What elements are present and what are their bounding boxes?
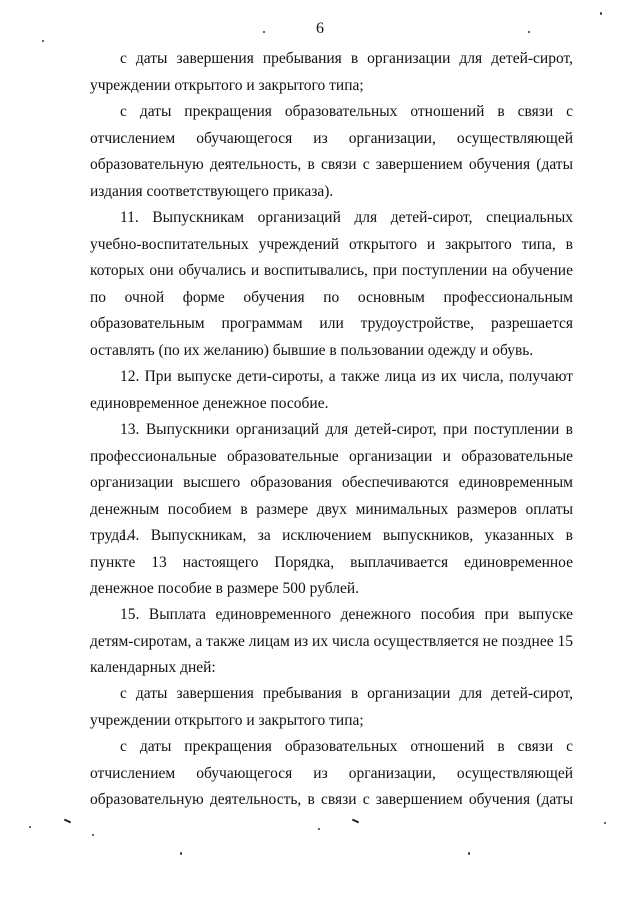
scan-speck [468, 852, 470, 855]
paragraph-8: с даты завершения пребывания в организации для детей-сирот, учреждении открытого и закрытого типа; [90, 685, 573, 729]
scan-speck [92, 834, 94, 836]
scan-mark [352, 819, 359, 824]
scan-speck [600, 12, 602, 15]
paragraph-9: с даты прекращения образовательных отношений в связи с отчислением обучающегося из организации, осуществляющей образовательную деятельность, в связи с завершением обучения (даты [90, 738, 573, 808]
scan-mark [64, 819, 71, 824]
scan-speck [29, 826, 31, 828]
paragraph-2: с даты прекращения образовательных отношений в связи с отчислением обучающегося из организации, осуществляющей образовательную деятельность, в связи с завершением обучения (даты издания соответствующего приказа). [90, 103, 573, 200]
paragraph-6-item-14: 14. Выпускникам, за исключением выпускников, указанных в пункте 13 настоящего Порядка, выплачивается единовременное денежное пособие в размере 500 рублей. [90, 527, 573, 597]
page-number: 6 [316, 20, 324, 37]
scan-speck [42, 40, 44, 42]
paragraph-3-item-11: 11. Выпускникам организаций для детей-сирот, специальных учебно-воспитательных учреждений открытого и закрытого типа, в которых они обучались и воспитывались, при поступлении на обучение по очной форме обучения по основным профессиональным образовательным программам или трудоустройстве, разрешается оставлять (по их желанию) бывшие в пользовании одежду и обувь. [90, 209, 573, 359]
paragraph-5-item-13: 13. Выпускники организаций для детей-сирот, при поступлении в профессиональные образовательные организации и образовательные организации высшего образования обеспечиваются единовременным денежным пособием в размере двух минимальных размеров оплаты труда. [90, 421, 573, 544]
paragraph-1: с даты завершения пребывания в организации для детей-сирот, учреждении открытого и закрытого типа; [90, 50, 573, 94]
scan-speck [318, 828, 320, 830]
scan-speck [604, 822, 606, 824]
scan-speck [528, 31, 530, 33]
scan-speck [263, 31, 265, 33]
paragraph-4-item-12: 12. При выпуске дети-сироты, а также лица из их числа, получают единовременное денежное пособие. [90, 368, 573, 412]
scan-speck [180, 852, 182, 855]
paragraph-7-item-15: 15. Выплата единовременного денежного пособия при выпуске детям-сиротам, а также лицам из их числа осуществляется не позднее 15 календарных дней: [90, 606, 573, 676]
